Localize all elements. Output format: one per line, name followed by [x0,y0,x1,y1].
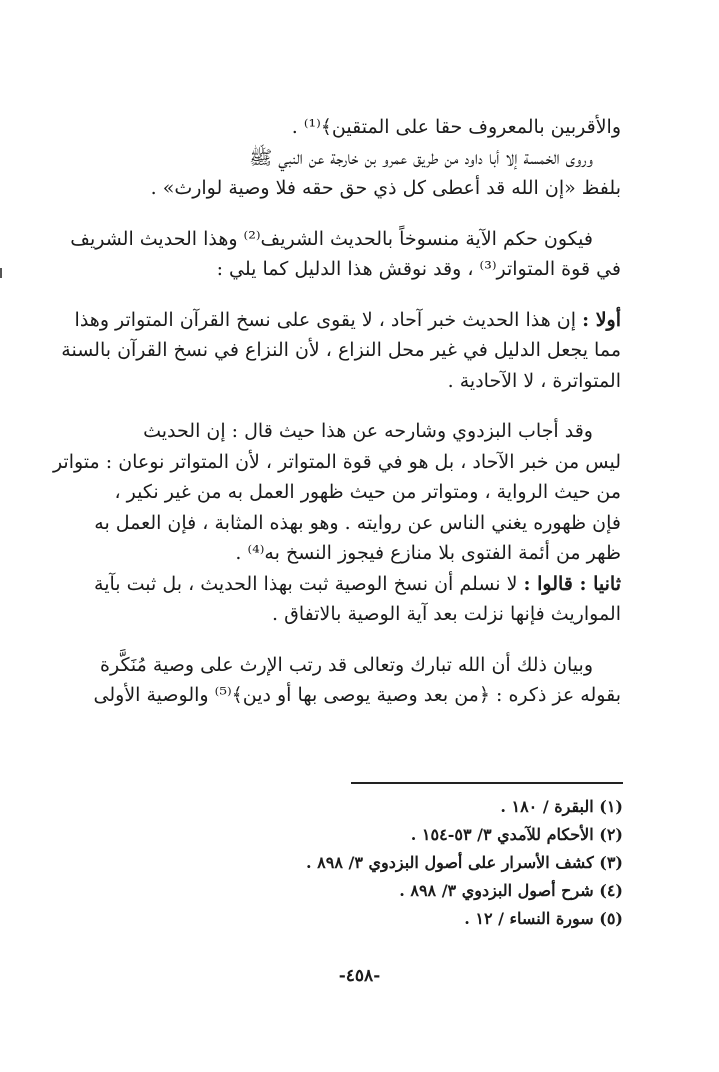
text-line: من حيث الرواية ، ومتواتر من حيث ظهور العمل به من غير نكير ، [114,481,621,503]
text-line: وقد أجاب البزدوي وشارحه عن هذا حيث قال : إن الحديث [143,420,593,442]
text-line: وبيان ذلك أن الله تبارك وتعالى قد رتب الإرث على وصية مُنَكَّرة [100,653,593,676]
text-line [94,569,621,600]
page-edge-mark [0,268,2,278]
footnote: (٤) شرح أصول البزدوي ٣/ ٨٩٨ . [399,881,623,900]
text-line: المتواترة ، لا الآحادية . [447,369,621,392]
text-line: بقوله عز ذكره : ﴿من بعد وصية يوصى بها أو دين﴾⁽⁵⁾ والوصية الأولى [93,684,621,706]
footnote: (٣) كشف الأسرار على أصول البزدوي ٣/ ٨٩٨ . [306,853,623,872]
body-text [52,112,621,711]
footnote: (٢) الأحكام للآمدي ٣/ ٥٣-١٥٤ . [410,825,623,844]
footnotes [103,793,623,933]
text-line: فإن ظهوره يغني الناس عن روايته . وهو بهذه المثابة ، فإن العمل به [94,511,621,534]
text-line: ليس من خبر الآحاد ، بل هو في قوة المتواتر ، لأن المتواتر نوعان : متواتر [52,450,621,473]
text-line: وروى الخمسة إلا أبا داود من طريق عمرو بن خارجة عن النبي ﷺ [249,146,593,169]
text-line: في قوة المتواتر⁽³⁾ ، وقد نوقش هذا الدليل كما يلي : [216,258,621,280]
text-line [74,305,621,336]
page-number: -٤٥٨- [338,966,381,986]
point-label-first: أولا : [582,308,621,331]
point-label-second: ثانيا : قالوا : [523,572,621,595]
footnote: (٥) سورة النساء / ١٢ . [464,909,623,928]
text-line: بلفظ «إن الله قد أعطى كل ذي حق حقه فلا وصية لوارث» . [150,177,621,199]
text-line: ظهر من أئمة الفتوى بلا منازع فيجوز النسخ به⁽⁴⁾ . [235,542,621,564]
text-line: مما يجعل الدليل في غير محل النزاع ، لأن النزاع في نسخ القرآن بالسنة [61,339,621,361]
point-first-text: إن هذا الحديث خبر آحاد ، لا يقوى على نسخ القرآن المتواتر وهذا [74,308,577,331]
footnote-divider [351,782,623,784]
text-line: المواريث فإنها نزلت بعد آية الوصية بالاتفاق . [272,603,621,625]
point-second-text: لا نسلم أن نسخ الوصية ثبت بهذا الحديث ، بل ثبت بآية [94,572,518,595]
text-line: والأقربين بالمعروف حقا على المتقين﴾⁽¹⁾ . [291,116,621,138]
text-line: فيكون حكم الآية منسوخاً بالحديث الشريف⁽²⁾ وهذا الحديث الشريف [70,227,593,250]
footnote: (١) البقرة / ١٨٠ . [500,797,623,816]
